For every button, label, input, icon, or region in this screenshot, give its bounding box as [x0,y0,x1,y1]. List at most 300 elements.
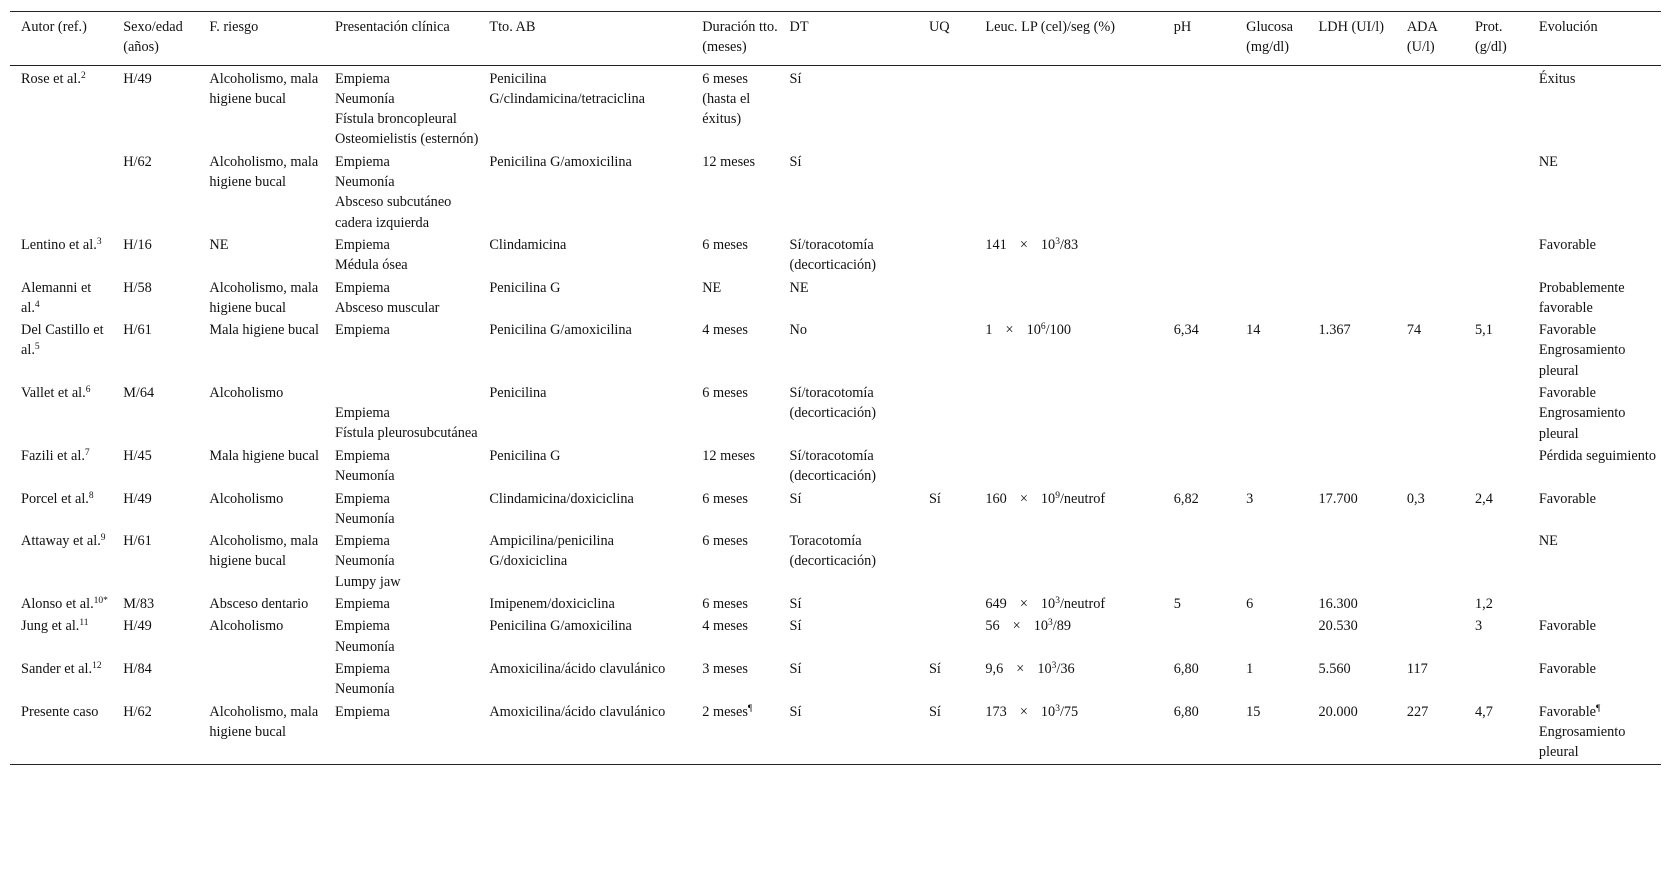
times-symbol: × [1019,703,1028,720]
cell-sexo: H/49 [123,70,152,87]
cell-glucosa [1235,616,1307,659]
cell-ph: 6,80 [1173,660,1199,677]
cell-autor [10,489,112,532]
cell-ph [1163,152,1235,235]
cell-ada [1396,383,1464,446]
segmented-percent: /75 [1059,703,1079,720]
table-row [10,659,1661,702]
cell-evolucion [1528,594,1661,616]
cell-ldh: 17.700 [1318,490,1358,507]
column-header-ldh: LDH (UI/l) [1318,19,1385,35]
cell-autor [10,235,112,278]
duration-text: 6 meses [702,385,748,402]
cell-uq [918,383,974,446]
cell-ph [1163,65,1235,152]
column-header-tto: Tto. AB [489,19,536,35]
presentacion-text: Neumonía [335,468,395,485]
column-header-leuc: Leuc. LP (cel)/seg (%) [985,19,1116,35]
cell-sexo: M/83 [123,596,155,613]
duration-text: 12 meses [702,153,756,170]
times-symbol: × [1019,236,1028,253]
evolucion-line [1539,235,1661,255]
cell-tto: Penicilina G/amoxicilina [489,618,632,635]
cell-ldh [1308,383,1396,446]
duration-text: 2 meses [702,703,748,720]
cell-riesgo: Absceso dentario [209,596,309,613]
evolucion-line [1539,446,1661,466]
presentacion-text: Empiema [335,596,390,613]
table-row [10,278,1661,321]
presentacion-line [335,152,478,172]
cell-evolucion [1528,235,1661,278]
cell-uq [918,320,974,383]
cell-sexo: M/64 [123,385,155,402]
leukocyte-base: 10 [1040,236,1056,253]
cell-dt: Sí [789,703,802,720]
leukocyte-exponent: 3 [1055,596,1060,607]
cell-ada: 0,3 [1406,490,1425,507]
cell-dt: Sí [789,153,802,170]
author-name: Sander et al. [21,660,93,677]
cell-riesgo: Alcoholismo [209,385,284,402]
evolucion-text: Favorable [1538,385,1597,402]
presentacion-line [335,69,478,89]
cell-autor [10,531,112,594]
cell-ldh: 5.560 [1318,660,1351,677]
cell-duracion [691,235,778,278]
cell-glucosa: 14 [1246,322,1261,339]
cell-presentacion [324,320,478,383]
cell-leuc [974,594,1162,616]
duration-text: 6 meses [702,596,748,613]
cell-uq [918,65,974,152]
leukocyte-base: 10 [1040,490,1056,507]
cell-glucosa [1235,446,1307,489]
presentacion-line [335,192,478,233]
cell-duracion [691,489,778,532]
cell-autor [10,616,112,659]
cell-tto: Penicilina [489,385,547,402]
evolucion-text: Favorable [1538,236,1597,253]
cell-evolucion [1528,278,1661,321]
cell-dt: Sí [789,490,802,507]
presentacion-text: Fístula broncopleural [335,111,457,128]
cell-evolucion [1528,531,1661,594]
clinical-cases-table [10,11,1661,765]
cell-presentacion [324,616,478,659]
column-header-glucosa: Glucosa (mg/dl) [1246,19,1293,56]
cell-riesgo: Mala higiene bucal [209,447,319,464]
table-row [10,152,1661,235]
cell-prot: 5,1 [1474,322,1493,339]
cell-presentacion [324,489,478,532]
presentacion-line [335,637,478,657]
evolucion-line [1539,340,1661,381]
times-symbol: × [1012,618,1021,635]
presentacion-text: Empiema [335,322,390,339]
cell-duracion [691,531,778,594]
presentacion-text: Neumonía [335,174,395,191]
presentacion-line [335,446,478,466]
evolucion-text: Engrosamiento pleural [1538,723,1626,761]
cell-glucosa: 3 [1246,490,1254,507]
presentacion-text: Empiema [335,405,390,422]
cell-duracion [691,616,778,659]
presentacion-text: Fístula pleurosubcutánea [335,425,478,442]
cell-ldh: 16.300 [1318,596,1358,613]
cell-presentacion [324,594,478,616]
cell-glucosa: 15 [1246,703,1261,720]
reference-number: 8 [88,490,94,501]
evolucion-line [1539,489,1661,509]
cell-uq [918,235,974,278]
cell-prot [1464,531,1528,594]
cell-uq: Sí [928,703,941,720]
segmented-percent: /89 [1052,618,1072,635]
leukocyte-coefficient: 649 [985,596,1007,613]
cell-dt: Sí [789,618,802,635]
author-name: Porcel et al. [21,490,89,507]
cell-evolucion [1528,702,1661,765]
cell-autor [10,383,112,446]
cell-sexo: H/62 [123,703,152,720]
evolucion-line [1539,702,1661,722]
cell-evolucion [1528,659,1661,702]
presentacion-line [335,616,478,636]
cell-presentacion [324,659,478,702]
cell-presentacion [324,702,478,765]
cell-sexo: H/45 [123,447,152,464]
column-header-autor: Autor (ref.) [21,19,87,35]
leukocyte-exponent: 9 [1055,490,1060,501]
leukocyte-exponent: 6 [1040,322,1046,333]
presentacion-text: Médula ósea [335,257,408,274]
column-header-duracion: Duración tto. (meses) [702,19,778,56]
presentacion-text: Empiema [335,70,390,87]
cell-prot: 2,4 [1474,490,1493,507]
segmented-percent: /neutrof [1059,596,1106,613]
presentacion-text: Empiema [335,153,390,170]
cell-glucosa: 6 [1246,596,1254,613]
presentacion-line [335,679,478,699]
cell-leuc [974,235,1162,278]
presentacion-line [335,594,478,614]
presentacion-text: Lumpy jaw [335,573,401,590]
cell-tto: Penicilina G/amoxicilina [489,322,632,339]
leukocyte-exponent: 3 [1055,703,1060,714]
author-name: Del Castillo et al. [21,322,104,359]
cell-autor [10,446,112,489]
table-row [10,65,1661,152]
cell-riesgo: NE [209,236,229,253]
cell-riesgo: Alcoholismo, mala higiene bucal [209,533,319,570]
reference-number: 12 [92,660,102,671]
cell-ph: 5 [1173,596,1181,613]
cell-uq [918,278,974,321]
column-header-riesgo: F. riesgo [209,19,259,35]
cell-ph [1163,235,1235,278]
evolucion-text: Favorable [1538,618,1597,635]
duration-text: 12 meses [702,447,756,464]
presentacion-text: Empiema [335,618,390,635]
cell-duracion [691,278,778,321]
reference-number: 3 [96,236,102,247]
cell-sexo: H/62 [123,153,152,170]
table-header [10,12,1661,66]
cell-ada [1396,235,1464,278]
table-row [10,235,1661,278]
cell-ada [1396,594,1464,616]
reference-number: 4 [34,299,40,310]
presentacion-line [335,298,478,318]
cell-sexo: H/16 [123,236,152,253]
evolucion-text: Engrosamiento pleural [1538,405,1626,442]
duration-text: 6 meses (hasta el éxitus) [702,70,751,128]
cell-sexo: H/61 [123,533,152,550]
cell-leuc [974,446,1162,489]
reference-number: 6 [85,385,91,396]
cell-presentacion [324,65,478,152]
presentacion-line [335,278,478,298]
author-name: Attaway et al. [21,533,101,550]
cell-autor [10,594,112,616]
table-row [10,383,1661,446]
cell-glucosa [1235,278,1307,321]
evolucion-line [1539,69,1661,89]
leukocyte-base: 10 [1040,596,1056,613]
duration-text: 6 meses [702,533,748,550]
leukocyte-coefficient: 1 [985,322,993,339]
leukocyte-exponent: 3 [1051,660,1057,671]
cell-glucosa [1235,235,1307,278]
cell-ph [1163,278,1235,321]
column-header-ada: ADA (U/l) [1406,19,1438,56]
cell-sexo: H/58 [123,279,152,296]
cell-dt: Sí [789,596,802,613]
cell-ada [1396,616,1464,659]
cell-ph: 6,80 [1173,703,1199,720]
leukocyte-coefficient: 141 [985,236,1007,253]
evolucion-text: Pérdida seguimiento [1538,447,1656,464]
cell-prot [1464,152,1528,235]
reference-number: 2 [80,70,86,81]
cell-leuc [974,531,1162,594]
cell-ldh: 20.000 [1318,703,1358,720]
presentacion-line [335,659,478,679]
presentacion-text: Empiema [335,660,390,677]
evolucion-line [1539,403,1661,444]
cell-riesgo [198,659,324,702]
evolucion-line [1539,531,1661,551]
cell-duracion [691,152,778,235]
table-row [10,616,1661,659]
column-header-prot: Prot. (g/dl) [1474,19,1507,56]
header-row [10,12,1661,66]
cell-tto: Clindamicina/doxiciclina [489,490,634,507]
evolucion-line [1539,594,1661,614]
cell-evolucion [1528,446,1661,489]
presentacion-line [335,531,478,551]
presentacion-line [335,489,478,509]
segmented-percent: /neutrof [1059,490,1106,507]
cell-ph [1163,446,1235,489]
author-name: Jung et al. [21,618,80,635]
cell-tto: Penicilina G [489,447,561,464]
cell-prot [1464,659,1528,702]
cell-ph [1163,531,1235,594]
presentacion-line [335,403,478,423]
cell-evolucion [1528,320,1661,383]
cell-ada: 227 [1406,703,1429,720]
cell-tto: Penicilina G/clindamicina/tetraciclina [489,70,645,107]
leukocyte-base: 10 [1040,703,1056,720]
cell-sexo: H/49 [123,618,152,635]
evolucion-text: Favorable [1538,703,1597,720]
cell-glucosa [1235,531,1307,594]
cell-leuc [974,320,1162,383]
cell-ldh [1308,235,1396,278]
cell-autor [10,659,112,702]
cell-riesgo: Alcoholismo, mala higiene bucal [209,703,319,740]
evolucion-line [1539,320,1661,340]
cell-evolucion [1528,616,1661,659]
cell-ph [1163,383,1235,446]
table-row [10,489,1661,532]
cell-tto: Penicilina G/amoxicilina [489,153,632,170]
reference-number: 5 [34,342,40,353]
cell-ada [1396,278,1464,321]
cell-duracion [691,659,778,702]
cell-tto: Ampicilina/penicilina G/doxiciclina [489,533,615,570]
cell-leuc [974,383,1162,446]
table-row [10,702,1661,765]
cell-leuc [974,616,1162,659]
cell-prot [1464,383,1528,446]
leukocyte-coefficient: 160 [985,490,1007,507]
presentacion-line [335,509,478,529]
cell-glucosa [1235,383,1307,446]
cell-prot [1464,278,1528,321]
presentacion-line [335,383,478,403]
presentacion-text: Neumonía [335,638,395,655]
evolucion-text: NE [1538,533,1558,550]
leukocyte-base: 10 [1037,660,1052,677]
leukocyte-exponent: 3 [1055,236,1060,247]
reference-number: 7 [84,447,90,458]
cell-sexo: H/84 [123,660,152,677]
cell-riesgo: Mala higiene bucal [209,322,319,339]
cell-presentacion [324,152,478,235]
duration-text: 4 meses [702,618,748,635]
presentacion-text: Empiema [335,279,390,296]
evolucion-text: NE [1538,153,1558,170]
cell-prot: 4,7 [1474,703,1493,720]
reference-number: 9 [100,533,106,544]
presentacion-text: Empiema [335,533,390,550]
cell-ph [1163,616,1235,659]
evolucion-line [1539,278,1661,319]
cell-evolucion [1528,383,1661,446]
author-name: Alemanni et al. [21,279,92,316]
cell-glucosa [1235,65,1307,152]
cell-evolucion [1528,489,1661,532]
cell-evolucion [1528,152,1661,235]
evolucion-line [1539,383,1661,403]
column-header-dt: DT [789,19,809,35]
cell-presentacion [324,446,478,489]
cell-ada [1396,65,1464,152]
times-symbol: × [1019,490,1028,507]
leukocyte-coefficient: 56 [985,618,1000,635]
duration-text: NE [702,279,722,296]
cell-autor [10,152,112,235]
cell-ada: 117 [1406,660,1428,677]
cell-duracion [691,702,778,765]
duration-text: 4 meses [702,322,748,339]
cell-uq [918,531,974,594]
leukocyte-base: 10 [1033,618,1049,635]
reference-number: 11 [79,618,89,629]
cell-ldh [1308,278,1396,321]
cell-uq [918,446,974,489]
cell-tto: Clindamicina [489,236,567,253]
cell-tto: Amoxicilina/ácido clavulánico [489,660,666,677]
cell-uq: Sí [928,660,941,677]
column-header-sexo: Sexo/edad (años) [123,19,183,56]
cell-dt: Sí/toracotomía (decorticación) [789,385,877,422]
cell-duracion [691,320,778,383]
evolucion-text: Favorable [1538,322,1597,339]
cell-dt: Sí/toracotomía (decorticación) [789,447,877,485]
presentacion-text: Empiema [335,703,390,720]
cell-leuc [974,659,1162,702]
cell-sexo: H/49 [123,490,152,507]
cell-uq [918,616,974,659]
cell-leuc [974,65,1162,152]
cell-duracion [691,594,778,616]
table-row [10,446,1661,489]
presentacion-text: Absceso subcutáneo cadera izquierda [335,194,452,231]
cell-uq: Sí [928,490,941,507]
evolucion-text: Engrosamiento pleural [1538,342,1626,379]
cell-presentacion [324,278,478,321]
cell-autor [10,65,112,152]
table-row [10,594,1661,616]
segmented-percent: /83 [1059,236,1079,253]
presentacion-line [335,235,478,255]
cell-riesgo: Alcoholismo [209,618,284,635]
table-container [10,11,1661,765]
leukocyte-coefficient: 9,6 [985,660,1004,677]
presentacion-text: Empiema [335,447,390,464]
presentacion-line [335,89,478,109]
footnote-mark: ¶ [747,703,753,714]
author-name: Vallet et al. [21,385,86,402]
presentacion-line [335,172,478,192]
cell-prot: 3 [1474,618,1483,635]
evolucion-line [1539,659,1661,679]
cell-ada [1396,152,1464,235]
presentacion-text: Neumonía [335,90,395,107]
cell-riesgo: Alcoholismo, mala higiene bucal [209,153,319,191]
presentacion-line [335,702,478,722]
evolucion-line [1539,722,1661,763]
evolucion-line [1539,616,1661,636]
cell-duracion [691,65,778,152]
cell-ada [1396,531,1464,594]
cell-ldh: 20.530 [1318,618,1358,635]
cell-ldh: 1.367 [1318,322,1351,339]
